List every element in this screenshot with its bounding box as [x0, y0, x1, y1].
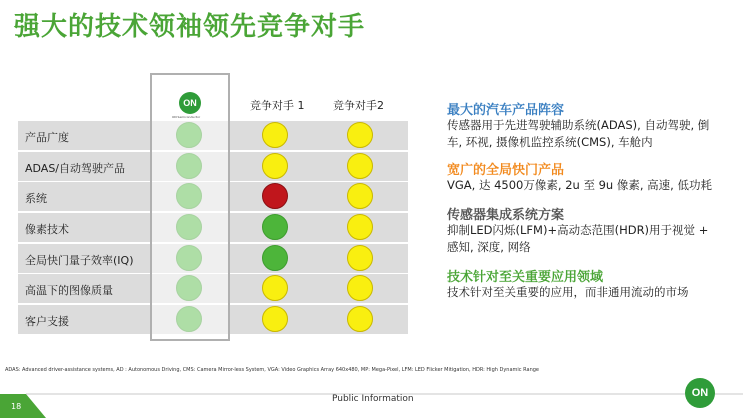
section-2-text-line-1: VGA, 达 4500万像素, 2u 至 9u 像素, 高速, 低功耗 [447, 178, 712, 192]
rating-dot-red [262, 183, 288, 209]
rating-dot-yellow [347, 183, 373, 209]
section-1-heading: 最大的汽车产品阵容 [447, 103, 565, 118]
slide-title: 强大的技术领袖领先竞争对手 [14, 12, 366, 42]
rating-dot-yellow [262, 306, 288, 332]
row-label: 客户支援 [25, 315, 69, 328]
row-label: 全局快门量子效率(IQ) [25, 254, 134, 267]
on-semi-logo: ON [179, 92, 201, 114]
section-3-heading: 传感器集成系统方案 [447, 208, 565, 223]
column-header-competitor-1: 竞争对手 1 [250, 99, 305, 112]
row-label: ADAS/自动驾驶产品 [25, 162, 126, 175]
on-semi-logo-footer: ON [685, 378, 715, 408]
section-1-text-line-1: 传感器用于先进驾驶辅助系统(ADAS), 自动驾驶, 倒 [447, 118, 710, 132]
row-label: 系统 [25, 192, 47, 205]
section-3-text-line-2: 感知, 深度, 网络 [447, 240, 531, 254]
rating-dot-yellow [347, 275, 373, 301]
rating-dot-green [262, 245, 288, 271]
page-number: 18 [11, 402, 22, 411]
rating-dot-green [262, 214, 288, 240]
row-label: 高温下的图像质量 [25, 284, 113, 297]
section-2-heading: 宽广的全局快门产品 [447, 163, 565, 178]
rating-dot-yellow [347, 214, 373, 240]
column-header-competitor-2: 竞争对手2 [333, 99, 384, 112]
row-label: 产品广度 [25, 131, 69, 144]
rating-dot-yellow [262, 122, 288, 148]
rating-dot-yellow [347, 153, 373, 179]
rating-dot-yellow [347, 306, 373, 332]
rating-dot-yellow [347, 245, 373, 271]
section-3-text-line-1: 抑制LED闪烁(LFM)+高动态范围(HDR)用于视觉 + [447, 223, 709, 237]
section-4-text-line-1: 技术针对至关重要的应用，而非通用流动的市场 [447, 285, 689, 299]
row-label: 像素技术 [25, 223, 69, 236]
section-1-text-line-2: 车, 环视, 摄像机监控系统(CMS), 车舱内 [447, 135, 653, 149]
section-4-heading: 技术针对至关重要应用领域 [447, 270, 604, 285]
on-semi-logo-subtext: ON Semiconductor [172, 115, 201, 119]
public-information-label: Public Information [332, 394, 414, 404]
rating-dot-yellow [262, 275, 288, 301]
footnote-abbreviations: ADAS: Advanced driver-assistance systems, AD : Autonomous Driving, CMS: Camera Mirror-less System, VGA: Video Graphics Array 640x480, MP: Mega-Pixel, LFM: LED Flicker Mitigation, HDR: High Dynamic Range [5, 367, 539, 373]
rating-dot-yellow [262, 153, 288, 179]
rating-dot-yellow [347, 122, 373, 148]
